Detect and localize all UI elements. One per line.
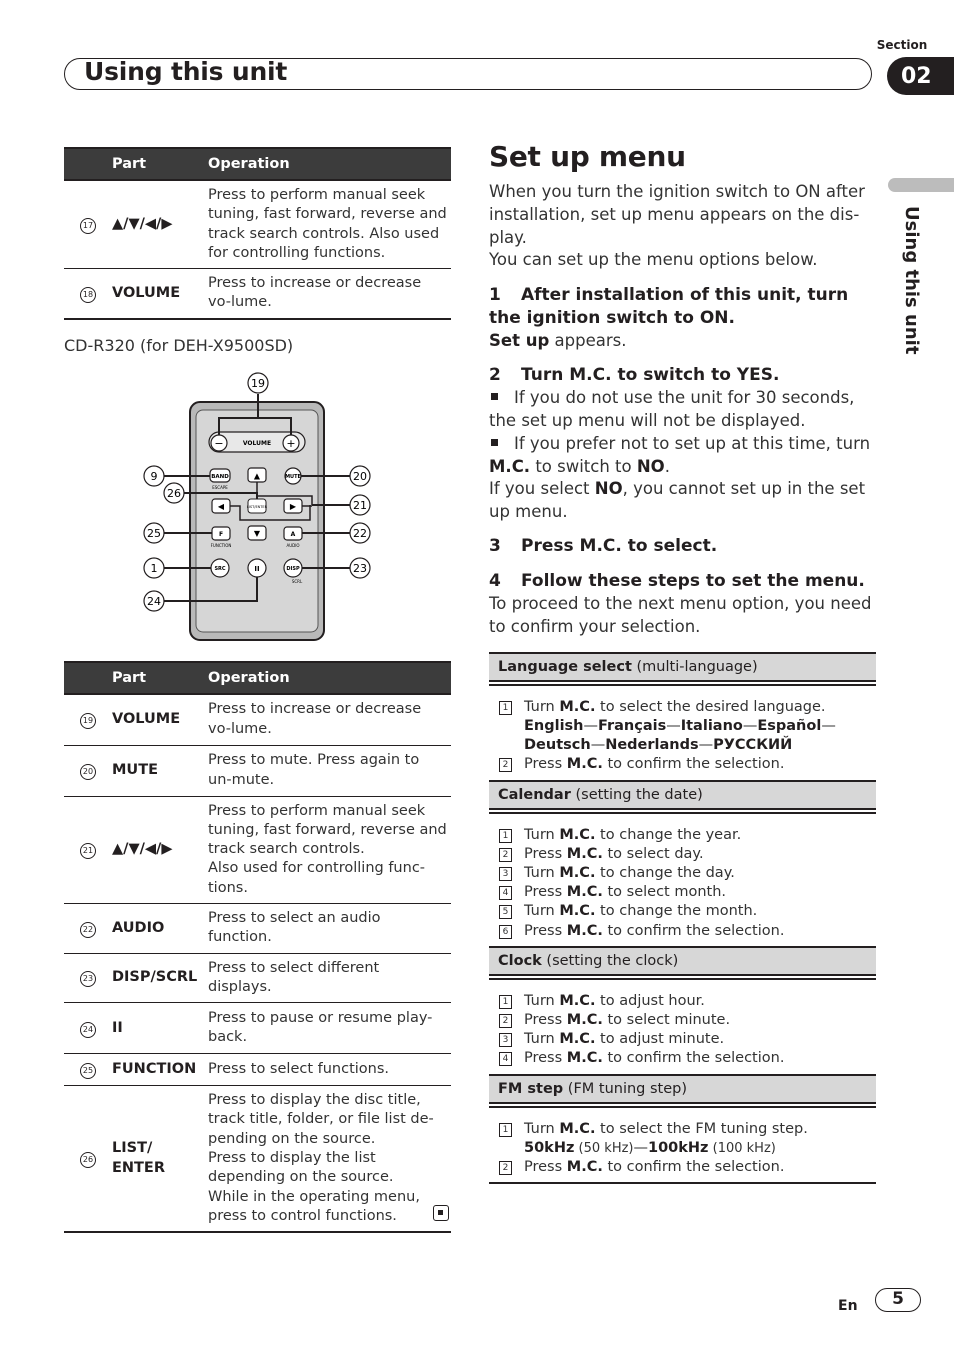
table-header-part: Part <box>112 662 208 694</box>
row-part: II <box>112 1003 208 1054</box>
table-header-num <box>64 662 112 694</box>
list-item: 4 Press M.C. to confirm the selection. <box>499 1049 875 1068</box>
row-number: 18 <box>64 269 112 319</box>
divider <box>489 684 876 686</box>
list-item: 5 Turn M.C. to change the month. <box>499 902 875 921</box>
table-header-operation: Operation <box>208 662 451 694</box>
svg-text:FUNCTION: FUNCTION <box>210 543 232 548</box>
row-operation: Press to perform manual seek tuning, fast forward, reverse and track search controls. Also used for controlling functions. <box>208 180 451 269</box>
svg-text:F: F <box>218 531 224 538</box>
table-header-part: Part <box>112 148 208 180</box>
volume-label: VOLUME <box>242 440 272 447</box>
step-1: 1 After installation of this unit, turn the ignition switch to ON. <box>489 285 849 328</box>
step-1-result: Set up appears. <box>489 331 627 350</box>
remote-illustration <box>140 368 380 648</box>
section-label: Section <box>876 38 928 52</box>
divider <box>489 978 876 980</box>
svg-text:26: 26 <box>167 487 181 500</box>
divider <box>489 812 876 814</box>
svg-text:ESCAPE: ESCAPE <box>212 485 228 490</box>
side-tab-bar <box>888 178 954 192</box>
row-part: VOLUME <box>112 269 208 319</box>
table-header-operation: Operation <box>208 148 451 180</box>
table-row <box>64 269 451 319</box>
table-row <box>64 953 451 1003</box>
svg-text:▶: ▶ <box>289 502 297 511</box>
svg-text:MUTE: MUTE <box>285 474 301 480</box>
table-row <box>64 694 451 745</box>
table-row <box>64 903 451 953</box>
calendar-header: Calendar (setting the date) <box>489 780 876 810</box>
row-number: 17 <box>64 180 112 269</box>
list-item: 2 Press M.C. to confirm the selection. <box>499 1158 875 1177</box>
list-item: 3 Turn M.C. to adjust minute. <box>499 1030 875 1049</box>
row-part: ▲/▼/◀/▶ <box>112 180 208 269</box>
list-item: 1 Turn M.C. to change the year. <box>499 826 875 845</box>
step-2: 2 Turn M.C. to switch to YES. <box>489 365 780 385</box>
language-options: Deutsch—Nederlands—РУССКИЙ <box>524 737 793 753</box>
row-part: LIST/ ENTER <box>112 1086 208 1233</box>
list-item: 2 Press M.C. to select minute. <box>499 1011 875 1030</box>
table-row <box>64 745 451 796</box>
svg-text:A: A <box>290 531 296 538</box>
divider <box>489 1182 876 1184</box>
row-operation: Press to increase or decrease vo-lume. <box>208 269 451 319</box>
svg-text:19: 19 <box>251 377 265 390</box>
list-item: 2 Press M.C. to select day. <box>499 845 875 864</box>
svg-text:AUDIO: AUDIO <box>286 543 300 548</box>
svg-text:22: 22 <box>353 527 367 540</box>
svg-text:LIST/ENTER: LIST/ENTER <box>246 505 268 509</box>
fm-step-options: 50kHz (50 kHz)—100kHz (100 kHz) <box>524 1140 776 1156</box>
table-header-row <box>64 148 451 180</box>
row-number: 25 <box>64 1054 112 1086</box>
row-number: 26 <box>64 1086 112 1233</box>
row-number: 19 <box>64 694 112 745</box>
list-item: 3 Turn M.C. to change the day. <box>499 864 875 883</box>
row-operation: Press to select functions. <box>208 1054 451 1086</box>
list-item: 1 Turn M.C. to select the FM tuning step. <box>499 1120 875 1139</box>
section-number: 02 <box>901 63 932 89</box>
no-note: If you select NO, you cannot set up in the set up menu. <box>489 479 866 521</box>
row-number: 20 <box>64 745 112 796</box>
bullet-1: If you do not use the unit for 30 seconds, the set up menu will not be displayed. <box>489 388 855 430</box>
svg-text:DISP: DISP <box>286 566 300 572</box>
setup-heading: Set up menu <box>489 140 686 173</box>
row-part: VOLUME <box>112 694 208 745</box>
list-item: 2 Press M.C. to confirm the selection. <box>499 755 875 774</box>
table-row <box>64 1086 451 1233</box>
row-number: 21 <box>64 796 112 903</box>
row-part: ▲/▼/◀/▶ <box>112 796 208 903</box>
svg-text:24: 24 <box>147 595 161 608</box>
svg-text:SRC: SRC <box>214 566 226 572</box>
step-4: 4 Follow these steps to set the menu. <box>489 571 865 591</box>
svg-text:◀: ◀ <box>217 502 225 511</box>
row-operation: Press to display the disc title, track title, folder, or file list de-pending on the source. Press to display the list depending on the source. While in the operating menu, press to control functions. <box>208 1086 451 1233</box>
row-number: 23 <box>64 953 112 1003</box>
svg-text:−: − <box>214 437 224 450</box>
svg-text:9: 9 <box>150 470 158 483</box>
table-row <box>64 1054 451 1086</box>
list-item: 1 Turn M.C. to adjust hour. <box>499 992 875 1011</box>
row-operation: Press to pause or resume play-back. <box>208 1003 451 1054</box>
section-number-badge <box>887 57 954 95</box>
language-code: En <box>838 1298 858 1314</box>
row-operation: Press to perform manual seek tuning, fast forward, reverse and track search controls. Also used for controlling func-tions. <box>208 796 451 903</box>
page-number: 5 <box>875 1288 921 1312</box>
row-part: FUNCTION <box>112 1054 208 1086</box>
row-operation: Press to increase or decrease vo-lume. <box>208 694 451 745</box>
row-part: AUDIO <box>112 903 208 953</box>
row-part: MUTE <box>112 745 208 796</box>
step-3: 3 Press M.C. to select. <box>489 536 718 556</box>
setup-intro-2: You can set up the menu options below. <box>489 250 818 269</box>
page-title: Using this unit <box>84 57 288 86</box>
row-part: DISP/SCRL <box>112 953 208 1003</box>
table-header-num <box>64 148 112 180</box>
table-header-row <box>64 662 451 694</box>
divider <box>489 1106 876 1108</box>
bullet-2: If you prefer not to set up at this time, turn M.C. to switch to NO. <box>489 434 871 476</box>
clock-header: Clock (setting the clock) <box>489 946 876 976</box>
list-item: 4 Press M.C. to select month. <box>499 883 875 902</box>
table-row <box>64 796 451 903</box>
svg-text:1: 1 <box>150 562 158 575</box>
row-operation: Press to select different displays. <box>208 953 451 1003</box>
svg-text:SCRL: SCRL <box>291 579 303 584</box>
setup-intro-1: When you turn the ignition switch to ON after installation, set up menu appears on the dis-play. <box>489 182 865 247</box>
language-select-header: Language select (multi-language) <box>489 652 876 682</box>
remote-caption: CD-R320 (for DEH-X9500SD) <box>64 336 294 355</box>
fm-step-header: FM step (FM tuning step) <box>489 1074 876 1104</box>
svg-text:25: 25 <box>147 527 161 540</box>
side-tab-label: Using this unit <box>901 206 922 355</box>
svg-text:▼: ▼ <box>253 529 261 538</box>
list-item: 1 Turn M.C. to select the desired language. <box>499 698 875 717</box>
parts-table-2 <box>64 661 451 1233</box>
svg-text:II: II <box>254 565 260 573</box>
row-number: 24 <box>64 1003 112 1054</box>
svg-text:+: + <box>286 437 296 450</box>
row-operation: Press to mute. Press again to un-mute. <box>208 745 451 796</box>
language-options: English—Français—Italiano—Español— <box>524 718 836 734</box>
list-item: 6 Press M.C. to confirm the selection. <box>499 922 875 941</box>
table-row <box>64 180 451 269</box>
svg-text:▲: ▲ <box>253 471 261 481</box>
svg-text:BAND: BAND <box>211 474 229 480</box>
step-4-text: To proceed to the next menu option, you need to confirm your selection. <box>489 594 872 636</box>
svg-text:21: 21 <box>353 499 367 512</box>
parts-table-1 <box>64 147 451 320</box>
row-number: 22 <box>64 903 112 953</box>
end-mark-icon <box>433 1205 449 1221</box>
table-row <box>64 1003 451 1054</box>
svg-text:23: 23 <box>353 562 367 575</box>
row-operation: Press to select an audio function. <box>208 903 451 953</box>
svg-text:20: 20 <box>353 470 367 483</box>
